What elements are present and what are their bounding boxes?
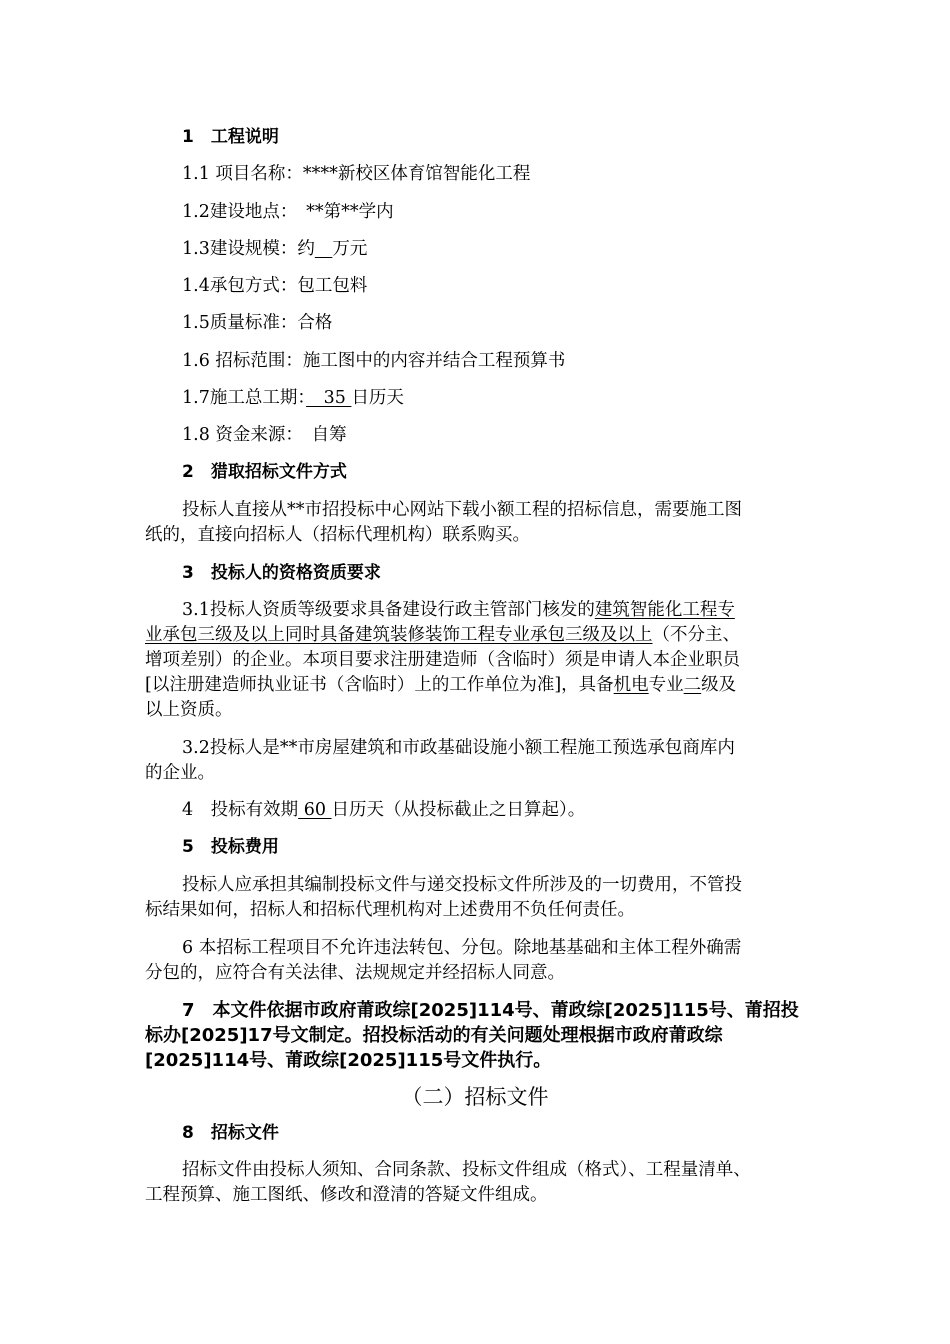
section-3-1-text: 3.1投标人资质等级要求具备建设行政主管部门核发的 bbox=[182, 600, 595, 620]
item-1-3 bbox=[182, 236, 367, 262]
section-5-heading: 5 投标费用 bbox=[182, 837, 279, 857]
section-3-1-text-2: （不分主、 bbox=[652, 625, 740, 645]
section-3-1-text-5: 专业 bbox=[648, 675, 684, 695]
grade-underlined: 二 bbox=[683, 675, 702, 695]
item-1-1: 1.1 项目名称：****新校区体育馆智能化工程 bbox=[182, 164, 531, 184]
section-6-line-1: 6 本招标工程项目不允许违法转包、分包。除地基基础和主体工程外确需 bbox=[182, 938, 742, 958]
qualification-underlined-1: 建筑智能化工程专 bbox=[594, 600, 735, 620]
section-3-1-text-4: [以注册建造师执业证书（含临时）上的工作单位为准]，具备 bbox=[145, 675, 614, 695]
section-3-2-line-2: 的企业。 bbox=[145, 763, 215, 783]
item-1-4: 1.4承包方式：包工包料 bbox=[182, 276, 368, 296]
item-1-2: 1.2建设地点： **第**学内 bbox=[182, 202, 394, 222]
section-7-line-3: [2025]114号、莆政综[2025]115号文件执行。 bbox=[145, 1050, 552, 1071]
section-3-1-line-5: 以上资质。 bbox=[145, 700, 233, 720]
section-7-line-1: 7 本文件依据市政府莆政综[2025]114号、莆政综[2025]115号、莆招投 bbox=[182, 1000, 799, 1021]
section-8-heading: 8 招标文件 bbox=[182, 1123, 279, 1143]
bid-validity-value: 60 bbox=[298, 800, 332, 820]
section-3-2-line-1: 3.2投标人是**市房屋建筑和市政基础设施小额工程施工预选承包商库内 bbox=[182, 738, 735, 758]
item-1-3-label: 1.3建设规模：约 bbox=[182, 239, 315, 259]
section-3-1-line-2 bbox=[145, 622, 740, 648]
qualification-underlined-2: 业承包三级及以上同时具备建筑装修装饰工程专业承包三级及以上 bbox=[145, 625, 653, 645]
section-5-para-line-1: 投标人应承担其编制投标文件与递交投标文件所涉及的一切费用，不管投 bbox=[182, 875, 742, 895]
section-8-para-line-1: 招标文件由投标人须知、合同条款、投标文件组成（格式）、工程量清单、 bbox=[182, 1160, 751, 1180]
section-8-para-line-2: 工程预算、施工图纸、修改和澄清的答疑文件组成。 bbox=[145, 1185, 548, 1205]
item-1-3-unit: 万元 bbox=[332, 239, 368, 259]
section-2-heading: 2 猎取招标文件方式 bbox=[182, 462, 347, 482]
item-1-7 bbox=[182, 385, 404, 411]
part-2-heading: （二）招标文件 bbox=[401, 1085, 549, 1109]
item-1-7-label: 1.7施工总工期： bbox=[182, 388, 307, 408]
item-1-6: 1.6 招标范围：施工图中的内容并结合工程预算书 bbox=[182, 351, 566, 371]
section-4-label: 4 投标有效期 bbox=[182, 800, 299, 820]
item-1-7-unit: 日历天 bbox=[351, 388, 404, 408]
construction-period-value: 35 bbox=[306, 388, 352, 408]
section-3-1-text-6: 级及 bbox=[701, 675, 737, 695]
section-1-heading: 1 工程说明 bbox=[182, 127, 279, 147]
item-1-8: 1.8 资金来源： 自筹 bbox=[182, 425, 347, 445]
section-3-1-line-3: 增项差别）的企业。本项目要求注册建造师（含临时）须是申请人本企业职员 bbox=[145, 650, 740, 670]
section-3-1-line-4 bbox=[145, 672, 736, 698]
item-1-3-blank bbox=[315, 239, 333, 259]
section-3-heading: 3 投标人的资格资质要求 bbox=[182, 563, 381, 583]
section-2-para-line-1: 投标人直接从**市招投标中心网站下载小额工程的招标信息，需要施工图 bbox=[182, 500, 742, 520]
section-4-line bbox=[182, 797, 585, 823]
specialty-underlined: 机电 bbox=[613, 675, 649, 695]
section-6-line-2: 分包的，应符合有关法律、法规规定并经招标人同意。 bbox=[145, 963, 565, 983]
item-1-5: 1.5质量标准：合格 bbox=[182, 313, 333, 333]
section-4-text: 日历天（从投标截止之日算起）。 bbox=[331, 800, 586, 820]
section-5-para-line-2: 标结果如何，招标人和招标代理机构对上述费用不负任何责任。 bbox=[145, 900, 635, 920]
section-7-line-2: 标办[2025]17号文制定。招投标活动的有关问题处理根据市政府莆政综 bbox=[145, 1025, 723, 1046]
section-2-para-line-2: 纸的，直接向招标人（招标代理机构）联系购买。 bbox=[145, 525, 530, 545]
section-3-1-line-1 bbox=[182, 597, 735, 623]
